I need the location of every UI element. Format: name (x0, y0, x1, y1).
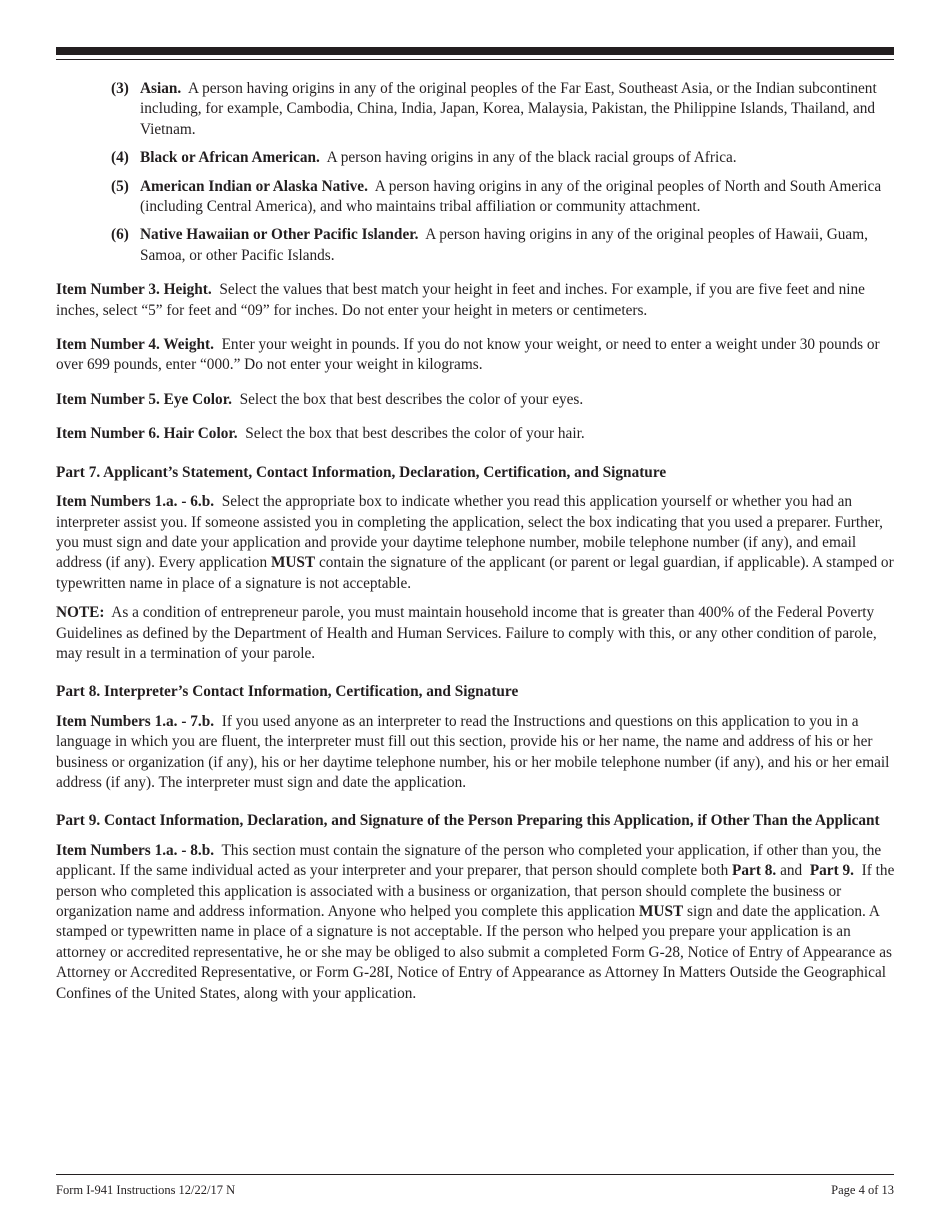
footer-rule (56, 1174, 894, 1175)
list-text (140, 177, 896, 218)
list-term: American Indian or Alaska Native. (140, 177, 368, 195)
item-label: Item Number 6. Hair Color. (56, 425, 238, 443)
paragraph-text: contain the signature of the applicant (or parent or legal guardian, if applicable). A stamped or typewritten name in place of a signature is not acceptable. (56, 554, 894, 592)
header-thick-rule (56, 47, 894, 55)
item-label: Item Numbers 1.a. - 7.b. (56, 712, 215, 730)
list-number: (4) (111, 149, 129, 167)
part7-note (56, 603, 896, 664)
list-text (140, 225, 896, 266)
part7-items-paragraph (56, 492, 896, 594)
item-weight (56, 335, 896, 376)
header-thin-rule (56, 59, 894, 60)
item-eye-color (56, 390, 896, 410)
part8-heading: Part 8. Interpreter’s Contact Information, Certification, and Signature (56, 683, 519, 701)
item-height (56, 280, 896, 321)
conjunction-text: and (780, 862, 803, 880)
list-text (140, 79, 896, 140)
part9-reference: Part 9. (809, 862, 854, 880)
item-label: Item Number 3. Height. (56, 281, 212, 299)
list-number: (6) (111, 226, 129, 244)
paragraph-text: If the person who completed this application is associated with a business or organization, that person should complete the business or organization name and address information. Anyone who helped you complete this application (56, 862, 895, 920)
list-description: A person having origins in any of the original peoples of North and South America (including Central America), and who maintains tribal affiliation or community attachment. (140, 177, 882, 216)
part9-heading: Part 9. Contact Information, Declaration, and Signature of the Person Preparing this Application, if Other Than the Applicant (56, 812, 880, 830)
list-term: Native Hawaiian or Other Pacific Islander. (140, 226, 419, 244)
paragraph-text: sign and date the application. A stamped or typewritten name in place of a signature is not acceptable. If the person who helped you prepare your application is an attorney or accredited representative, he or she may be obliged to also submit a completed Form G-28, Notice of Entry of Appearance as Attorney or Accredited Representative, or Form G-28I, Notice of Entry of Appearance as Attorney In Matters Outside the Geographical Confines of the United States, along with your application. (56, 903, 892, 1002)
footer-page-number: Page 4 of 13 (831, 1183, 894, 1197)
list-description: A person having origins in any of the original peoples of Hawaii, Guam, Samoa, or other Pacific Islands. (140, 226, 868, 264)
list-number: (5) (111, 177, 129, 195)
item-label: Item Number 4. Weight. (56, 336, 214, 354)
note-label: NOTE: (56, 604, 105, 622)
item-label: Item Numbers 1.a. - 8.b. (56, 841, 215, 859)
part9-items-paragraph (56, 841, 896, 1004)
item-label: Item Numbers 1.a. - 6.b. (56, 493, 215, 511)
list-text (140, 148, 896, 168)
race-list-item-black (111, 148, 896, 168)
part8-items-paragraph (56, 712, 896, 794)
list-term: Asian. (140, 80, 182, 97)
list-number: (3) (111, 80, 129, 97)
part8-reference: Part 8. (732, 862, 777, 880)
page-content (56, 79, 896, 1004)
race-list-item-pacific-islander (111, 225, 896, 266)
item-text: Select the box that best describes the color of your hair. (245, 425, 585, 443)
list-description: A person having origins in any of the black racial groups of Africa. (326, 149, 737, 167)
list-description: A person having origins in any of the original peoples of the Far East, Southeast Asia, or the Indian subcontinent including, for example, Cambodia, China, India, Japan, Korea, Malaysia, Pakistan, the Philippine Islands, Thailand, and Vietnam. (140, 80, 877, 138)
item-text: Select the values that best match your height in feet and inches. For example, if you are five feet and nine inches, select “5” for feet and “09” for inches. Do not enter your height in meters or centimeters. (56, 281, 865, 319)
item-text: Enter your weight in pounds. If you do not know your weight, or need to enter a weight under 30 pounds or over 699 pounds, enter “000.” Do not enter your weight in kilograms. (56, 336, 880, 374)
part7-heading: Part 7. Applicant’s Statement, Contact Information, Declaration, Certification, and Signature (56, 463, 667, 481)
item-text: Select the box that best describes the color of your eyes. (239, 390, 584, 408)
note-text: As a condition of entrepreneur parole, you must maintain household income that is greater than 400% of the Federal Poverty Guidelines as defined by the Department of Health and Human Services. Failure to comply with this, or any other condition of parole, may result in a termination of your parole. (56, 604, 877, 662)
list-term: Black or African American. (140, 149, 320, 167)
paragraph-text: Select the appropriate box to indicate whether you read this application yourself or whether you had an interpreter assist you. If someone assisted you in completing the application, select the box indicating that you used a preparer. Further, you must sign and date your application and provide your daytime telephone number, mobile telephone number (if any), and email address (if any). Every application (56, 493, 883, 572)
paragraph-text: If you used anyone as an interpreter to read the Instructions and questions on this application to you in a language in which you are fluent, the interpreter must fill out this section, provide his or her name, the name and address of his or her business or organization (if any), his or her daytime telephone number, his or her mobile telephone number (if any), and his or her email address (if any). The interpreter must sign and date the application. (56, 712, 890, 791)
must-emphasis: MUST (638, 903, 684, 920)
race-list-item-asian (111, 79, 896, 140)
item-hair-color (56, 424, 896, 444)
paragraph-text: This section must contain the signature of the person who completed your application, if other than you, the applicant. If the same individual acted as your interpreter and your preparer, that person should complete both (56, 841, 882, 880)
race-list-item-american-indian (111, 177, 896, 218)
must-emphasis: MUST (270, 554, 316, 572)
footer-form-id: Form I-941 Instructions 12/22/17 N (56, 1183, 236, 1197)
item-label: Item Number 5. Eye Color. (56, 390, 232, 408)
